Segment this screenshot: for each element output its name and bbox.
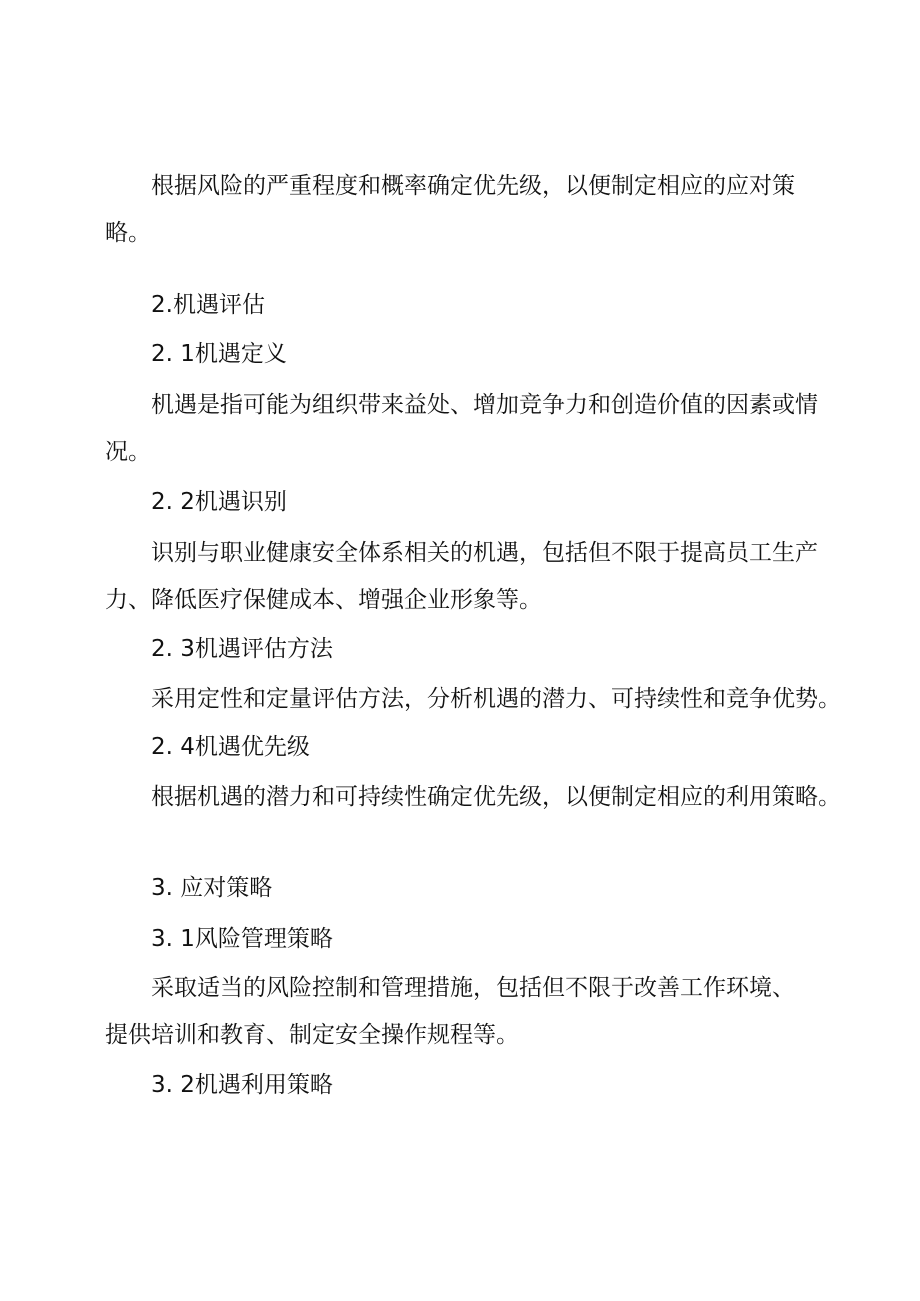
subheading-opportunity-definition: 2. 1机遇定义 bbox=[151, 341, 287, 367]
paragraph-opportunity-assessment-method: 采用定性和定量评估方法，分析机遇的潜力、可持续性和竞争优势。 bbox=[151, 686, 841, 712]
subheading-opportunity-identification: 2. 2机遇识别 bbox=[151, 489, 287, 515]
paragraph-opportunity-identification-line1: 识别与职业健康安全体系相关的机遇，包括但不限于提高员工生产 bbox=[151, 540, 818, 566]
subheading-opportunity-assessment-method: 2. 3机遇评估方法 bbox=[151, 636, 333, 662]
section-heading-response-strategy: 3. 应对策略 bbox=[151, 875, 273, 901]
paragraph-opportunity-definition-line1: 机遇是指可能为组织带来益处、增加竞争力和创造价值的因素或情 bbox=[151, 392, 818, 418]
subheading-opportunity-priority: 2. 4机遇优先级 bbox=[151, 734, 310, 760]
paragraph-opportunity-definition-line2: 况。 bbox=[105, 439, 151, 465]
paragraph-risk-management-strategy-line1: 采取适当的风险控制和管理措施，包括但不限于改善工作环境、 bbox=[151, 975, 795, 1001]
paragraph-opportunity-priority: 根据机遇的潜力和可持续性确定优先级，以便制定相应的利用策略。 bbox=[151, 784, 841, 810]
section-heading-opportunity-assessment: 2.机遇评估 bbox=[151, 292, 265, 318]
paragraph-risk-priority-line2: 略。 bbox=[105, 220, 151, 246]
paragraph-risk-priority-line1: 根据风险的严重程度和概率确定优先级，以便制定相应的应对策 bbox=[151, 173, 795, 199]
subheading-risk-management-strategy: 3. 1风险管理策略 bbox=[151, 926, 333, 952]
subheading-opportunity-utilization-strategy: 3. 2机遇利用策略 bbox=[151, 1072, 333, 1098]
paragraph-opportunity-identification-line2: 力、降低医疗保健成本、增强企业形象等。 bbox=[105, 587, 542, 613]
paragraph-risk-management-strategy-line2: 提供培训和教育、制定安全操作规程等。 bbox=[105, 1022, 519, 1048]
